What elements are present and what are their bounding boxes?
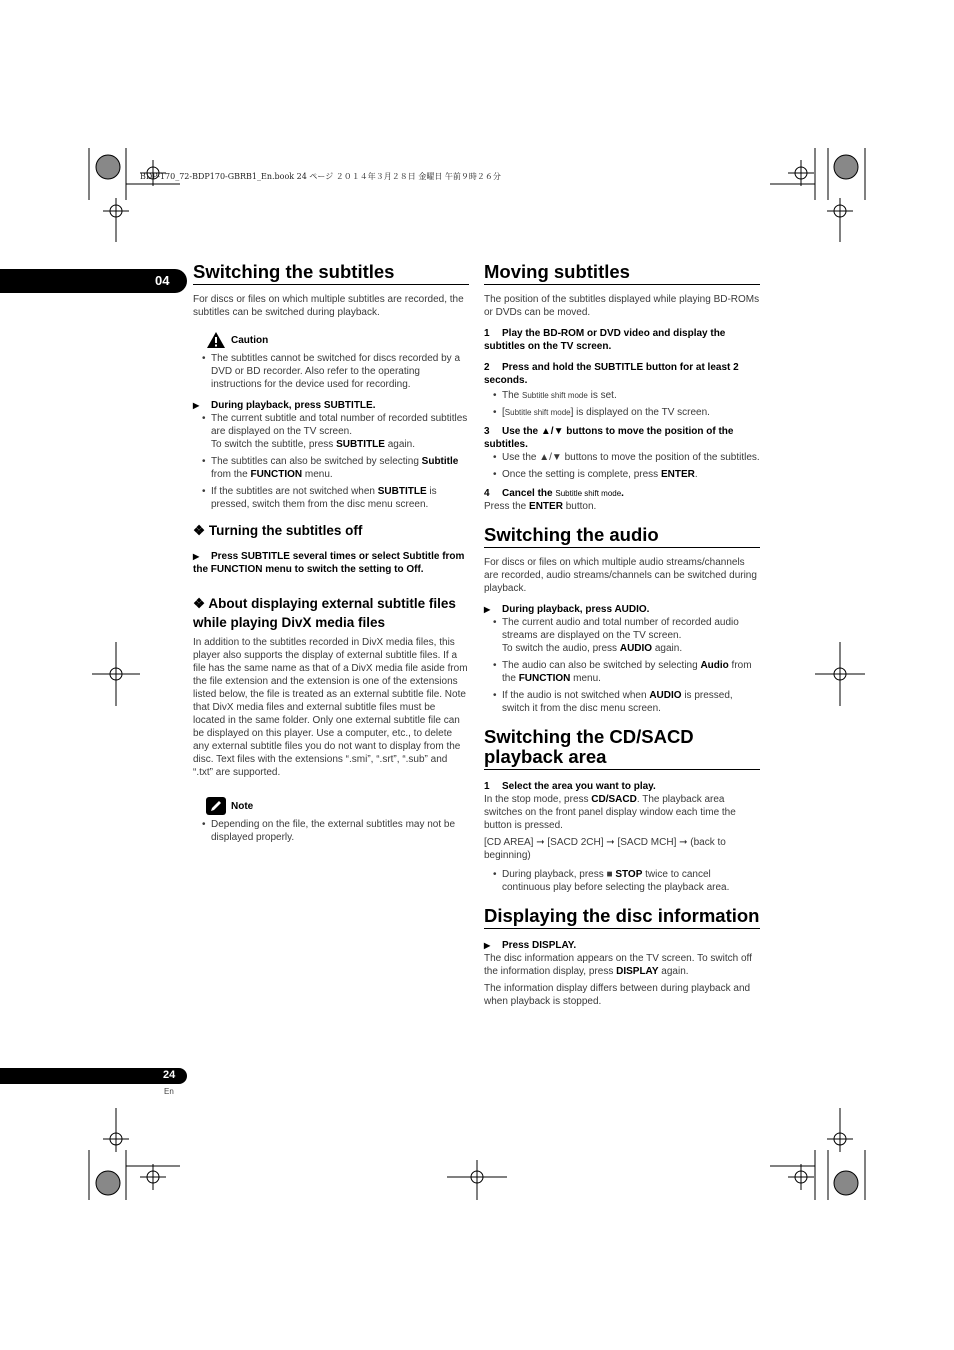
list-item: • The subtitles can also be switched by selecting Subtitle from the FUNCTION menu. bbox=[193, 455, 469, 481]
moving-step-4-body: Press the ENTER button. bbox=[484, 501, 597, 512]
subtitles-intro: For discs or files on which multiple subtitles are recorded, the subtitles can be switched during playback. bbox=[193, 294, 464, 318]
note-list bbox=[193, 818, 469, 844]
section-title-switching-audio: Switching the audio bbox=[484, 525, 760, 548]
audio-step: ▶ During playback, press AUDIO. bbox=[484, 604, 650, 615]
diamond-bullet-icon: ❖ bbox=[193, 596, 209, 611]
step-turn-off: ▶ Press SUBTITLE several times or select Subtitle from the FUNCTION menu to switch the setting to Off. bbox=[193, 551, 465, 575]
caution-icon bbox=[206, 331, 226, 349]
note-item: • Depending on the file, the external subtitles may not be displayed properly. bbox=[193, 818, 469, 844]
step-arrow-icon: ▶ bbox=[193, 552, 200, 561]
disc-body-2: The information display differs between during playback and when playback is stopped. bbox=[484, 983, 751, 1007]
diamond-bullet-icon: ❖ bbox=[193, 523, 209, 538]
caution-list bbox=[193, 352, 469, 391]
list-item: • [Subtitle shift mode] is displayed on the TV screen. bbox=[484, 406, 760, 419]
moving-intro: The position of the subtitles displayed while playing BD-ROMs or DVDs can be moved. bbox=[484, 294, 760, 318]
list-item: • Use the ▲/▼ buttons to move the position of the subtitles. bbox=[484, 451, 760, 464]
print-header-line: BDP-170_72-BDP170-GBRB1_En.book 24 ページ ２０１４年３月２８日 金曜日 午前９時２６分 bbox=[140, 172, 501, 181]
left-column bbox=[193, 262, 469, 848]
subsection-external-subtitles: ❖ About displaying external subtitle files while playing DivX media files bbox=[193, 596, 456, 630]
moving-step-2-bullets bbox=[484, 389, 760, 419]
disc-step: ▶ Press DISPLAY. bbox=[484, 940, 577, 951]
list-item: • The current audio and total number of recorded audio streams are displayed on the TV screen. To switch the audio, press AUDIO again. bbox=[484, 616, 760, 655]
list-item: • Once the setting is complete, press ENTER. bbox=[484, 468, 760, 481]
caution-label: Caution bbox=[231, 334, 269, 346]
page-number: 24 bbox=[163, 1069, 176, 1081]
sacd-bullets bbox=[484, 868, 760, 894]
external-subtitles-body: In addition to the subtitles recorded in DivX media files, this player also supports the display of external subtitle files. If a file has the same name as that of a DivX media file aside from the file extension and the extension is one of the extensions listed below, the file is treated as an external subtitle file. Note that DivX media files and external subtitle files must be located in the same folder. Only one external subtitle file can be displayed on this player. Use a computer, etc., to delete any external subtitle files you do not want to display from the disc. Text files with the extensions “.smi”, “.srt”, “.sub” and “.txt” are supported. bbox=[193, 637, 468, 778]
section-title-moving-subtitles: Moving subtitles bbox=[484, 262, 760, 285]
list-item: • The Subtitle shift mode is set. bbox=[484, 389, 760, 402]
right-column bbox=[484, 262, 760, 1012]
list-item: • During playback, press ■ STOP twice to cancel continuous play before selecting the playback area. bbox=[484, 868, 760, 894]
list-item: • If the subtitles are not switched when SUBTITLE is pressed, switch them from the disc menu screen. bbox=[193, 485, 469, 511]
list-item: • The current subtitle and total number of recorded subtitles are displayed on the TV screen. To switch the subtitle, press SUBTITLE again. bbox=[193, 412, 469, 451]
sacd-step-1: 1 Select the area you want to play. bbox=[484, 781, 656, 792]
step-press-subtitle: ▶ During playback, press SUBTITLE. bbox=[193, 400, 376, 411]
step-arrow-icon: ▶ bbox=[484, 941, 491, 950]
section-title-switching-subtitles: Switching the subtitles bbox=[193, 262, 469, 285]
page-language: En bbox=[164, 1087, 174, 1096]
audio-bullets bbox=[484, 616, 760, 715]
note-heading bbox=[206, 797, 469, 815]
moving-step-3-bullets bbox=[484, 451, 760, 481]
caution-item: • The subtitles cannot be switched for discs recorded by a DVD or BD recorder. Also refer to the operating instructions for the device used for recording. bbox=[193, 352, 469, 391]
moving-step-2: 2 Press and hold the SUBTITLE button for at least 2 seconds. bbox=[484, 362, 739, 386]
step-arrow-icon: ▶ bbox=[193, 401, 200, 410]
section-title-cd-sacd: Switching the CD/SACD playback area bbox=[484, 727, 760, 770]
audio-intro: For discs or files on which multiple audio streams/channels are recorded, audio streams/channels can be switched during playback. bbox=[484, 557, 757, 594]
chapter-number: 04 bbox=[155, 273, 170, 288]
list-item: • The audio can also be switched by selecting Audio from the FUNCTION menu. bbox=[484, 659, 760, 685]
page-number-tab bbox=[0, 1068, 187, 1084]
list-item: • If the audio is not switched when AUDIO is pressed, switch it from the disc menu screen. bbox=[484, 689, 760, 715]
step-press-subtitle-bullets bbox=[193, 412, 469, 511]
moving-step-1: 1 Play the BD-ROM or DVD video and display the subtitles on the TV screen. bbox=[484, 328, 726, 352]
moving-step-3: 3 Use the ▲/▼ buttons to move the position of the subtitles. bbox=[484, 426, 734, 450]
note-pencil-icon bbox=[206, 797, 226, 815]
subsection-turning-off: ❖ Turning the subtitles off bbox=[193, 523, 363, 538]
moving-step-4: 4 Cancel the Subtitle shift mode. bbox=[484, 488, 624, 499]
caution-heading bbox=[206, 331, 469, 349]
note-label: Note bbox=[231, 800, 254, 812]
sacd-cycle: [CD AREA] ➞ [SACD 2CH] ➞ [SACD MCH] ➞ (back to beginning) bbox=[484, 837, 726, 861]
section-title-disc-info: Displaying the disc information bbox=[484, 906, 760, 929]
sacd-body: In the stop mode, press CD/SACD. The playback area switches on the front panel display window each time the button is pressed. bbox=[484, 794, 736, 831]
step-arrow-icon: ▶ bbox=[484, 605, 491, 614]
disc-body-1: The disc information appears on the TV screen. To switch off the information display, press DISPLAY again. bbox=[484, 953, 752, 977]
